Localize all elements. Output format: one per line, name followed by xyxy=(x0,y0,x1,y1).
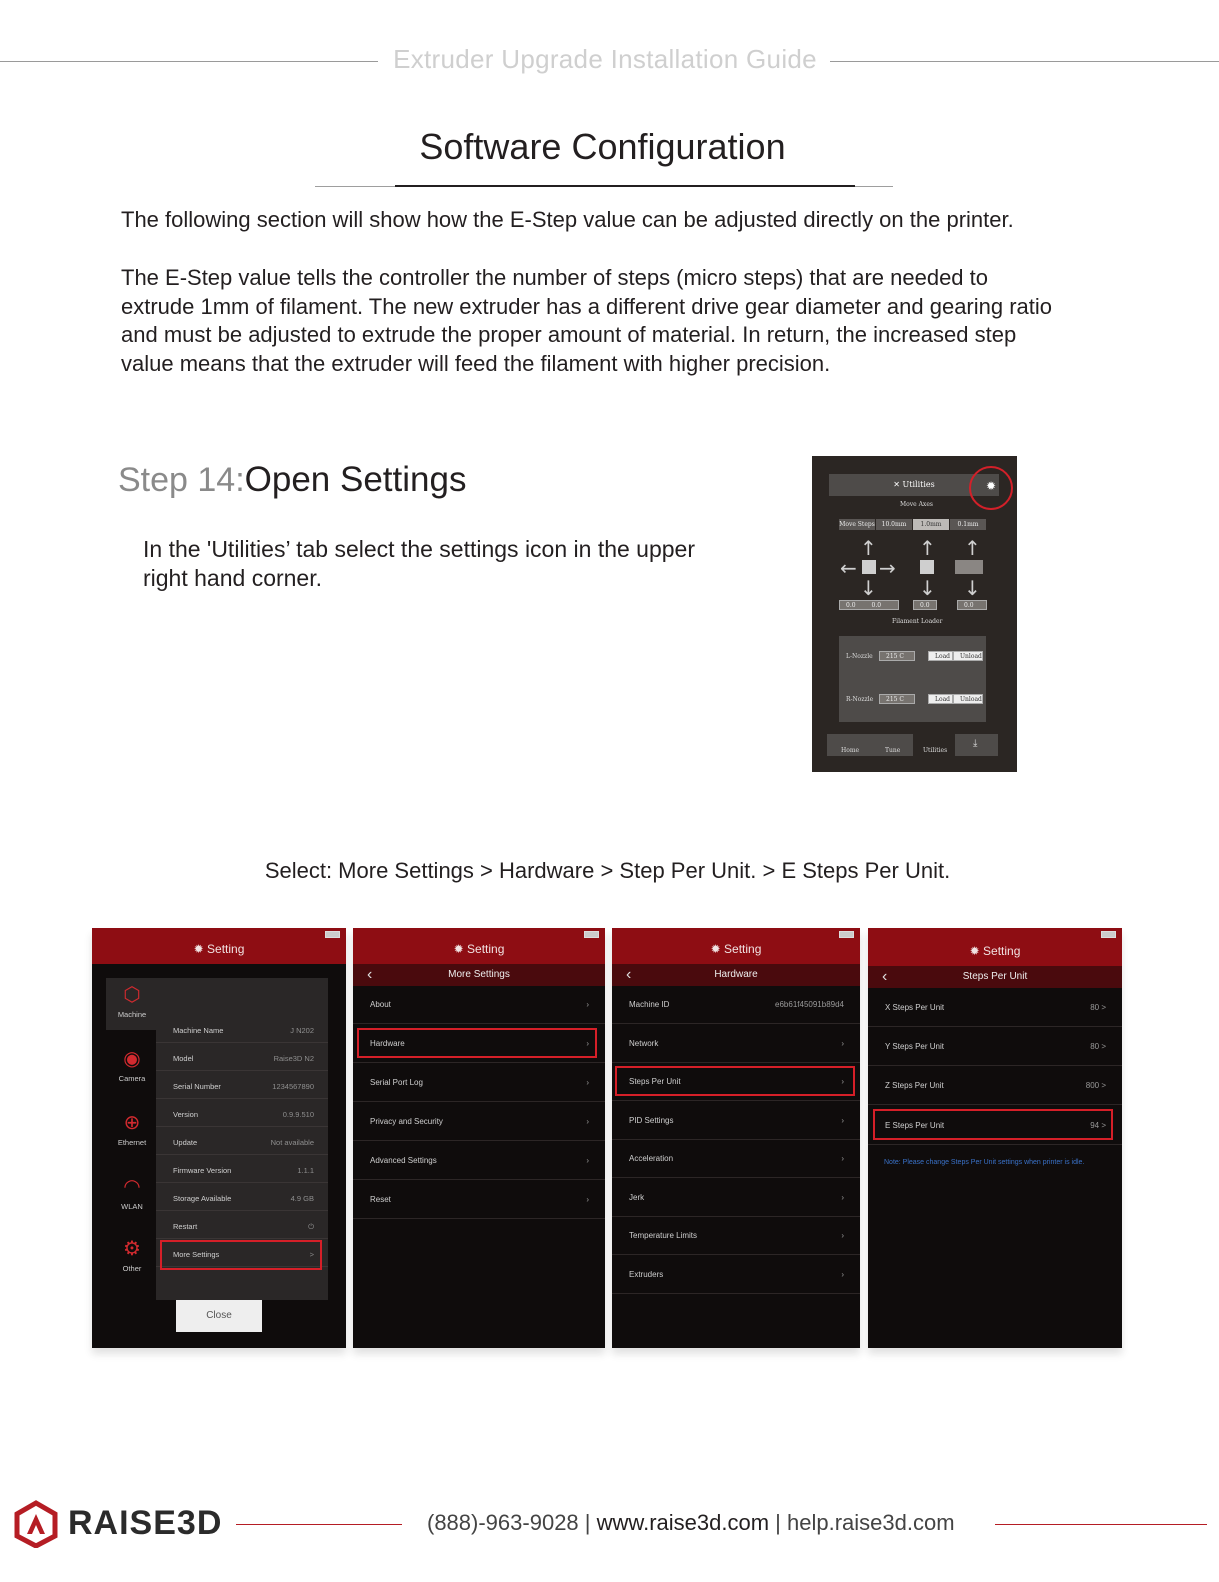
footer-rule-right xyxy=(995,1524,1207,1525)
row-label: Restart xyxy=(173,1222,198,1231)
chevron-right-icon: › xyxy=(841,1116,844,1125)
screen2-header xyxy=(353,928,605,964)
back-icon[interactable]: ‹ xyxy=(882,968,888,985)
globe-icon: ⊕ xyxy=(123,1112,141,1134)
row-label: Model xyxy=(173,1054,194,1063)
footer-separator: | xyxy=(584,1510,591,1535)
row-label: More Settings xyxy=(173,1250,220,1259)
row-label: Update xyxy=(173,1138,198,1147)
row-restart[interactable] xyxy=(156,1210,328,1239)
body-paragraph: The E-Step value tells the controller the number of steps (micro steps) that are needed to extrude 1mm of filament. The new extruder has a different drive gear diameter and gearing ratio and must be adjusted to extrude the proper amount of material. In return, the increased step value means that the extruder will feed the filament with higher precision. xyxy=(121,265,1053,376)
phone-number: (888)-963-9028 xyxy=(427,1510,579,1535)
gear-icon: ✹ xyxy=(453,942,468,956)
back-icon[interactable]: ‹ xyxy=(626,966,632,983)
e-coord: 0.0 xyxy=(957,600,987,610)
row-value: Raise3D N2 xyxy=(273,1054,314,1063)
row-value: 1234567890 xyxy=(272,1082,314,1091)
row-x-steps[interactable] xyxy=(868,988,1122,1027)
chevron-right-icon: › xyxy=(586,1000,589,1009)
hardware-highlight xyxy=(357,1028,597,1058)
z-up-arrow-icon[interactable]: ↑ xyxy=(919,536,936,560)
r-unload-button[interactable]: Unload xyxy=(953,694,983,704)
screen4-subtitle: Steps Per Unit xyxy=(868,966,1122,988)
y-up-arrow-icon[interactable]: ↑ xyxy=(860,536,877,560)
screen4-header xyxy=(868,928,1122,966)
screen2-subtitle: More Settings xyxy=(353,964,605,986)
steps-per-unit-highlight xyxy=(615,1066,855,1096)
sidebar-machine-label: Machine xyxy=(117,1010,147,1019)
wrench-icon: ✕ xyxy=(893,480,900,489)
section-title: Software Configuration xyxy=(419,126,786,167)
row-label: Firmware Version xyxy=(173,1166,232,1175)
row-z-steps[interactable] xyxy=(868,1066,1122,1105)
nav-utilities-active[interactable] xyxy=(913,734,955,756)
row-value: 4.9 GB xyxy=(290,1194,314,1203)
row-value: e6b61f45091b89d4 xyxy=(775,1000,844,1009)
row-privacy-security[interactable] xyxy=(353,1102,605,1141)
chevron-right-icon: › xyxy=(841,1154,844,1163)
gear-icon: ✹ xyxy=(710,942,725,956)
z-down-arrow-icon[interactable]: ↓ xyxy=(919,576,936,600)
row-extruders[interactable] xyxy=(612,1255,860,1294)
row-about[interactable] xyxy=(353,985,605,1024)
row-label: Version xyxy=(173,1110,199,1119)
nav-tune[interactable]: Tune xyxy=(885,747,901,754)
help-link[interactable]: help.raise3d.com xyxy=(787,1510,955,1535)
select-instruction: Select: More Settings > Hardware > Step Per Unit. > E Steps Per Unit. xyxy=(264,858,951,883)
row-reset[interactable] xyxy=(353,1180,605,1219)
y-coord-value: 0.0 xyxy=(871,602,882,609)
chevron-right-icon: › xyxy=(586,1195,589,1204)
r-nozzle-panel xyxy=(839,679,986,722)
row-label: Serial Number xyxy=(173,1082,221,1091)
wifi-icon: ◠ xyxy=(123,1176,141,1198)
xy-home-icon[interactable] xyxy=(862,560,876,574)
row-advanced-settings[interactable] xyxy=(353,1141,605,1180)
l-nozzle-label: L-Nozzle xyxy=(846,653,873,660)
idle-note: Note: Please change Steps Per Unit settings when printer is idle. xyxy=(884,1159,1085,1166)
battery-icon xyxy=(1101,931,1116,938)
row-label: Z Steps Per Unit xyxy=(885,1081,944,1090)
step-name: Open Settings xyxy=(244,460,467,499)
row-label: Serial Port Log xyxy=(370,1078,423,1087)
row-label: Advanced Settings xyxy=(370,1156,437,1165)
row-machine-id xyxy=(612,985,860,1024)
header-rule-right xyxy=(830,61,1219,62)
l-nozzle-temp[interactable]: 215 C xyxy=(879,651,915,661)
chevron-right-icon: › xyxy=(841,1270,844,1279)
row-machine-name xyxy=(156,1014,328,1043)
row-network[interactable] xyxy=(612,1024,860,1063)
sidebar-ethernet-label: Ethernet xyxy=(117,1138,147,1147)
website-link[interactable]: www.raise3d.com xyxy=(596,1510,770,1535)
header-rule-left xyxy=(0,61,378,62)
e-up-arrow-icon[interactable]: ↑ xyxy=(964,536,981,560)
step-number: Step 14: xyxy=(118,461,245,499)
utilities-bottom-nav xyxy=(827,734,998,756)
row-label: Network xyxy=(629,1039,659,1048)
section-title-rule-accent xyxy=(395,185,855,187)
screen-more-settings xyxy=(353,928,605,1348)
step-option-01mm[interactable]: 0.1mm xyxy=(950,519,986,530)
step-description: In the 'Utilities’ tab select the settings icon in the upper right hand corner. xyxy=(143,536,696,591)
nav-utilities-label: Utilities xyxy=(923,747,948,754)
row-value: Not available xyxy=(270,1138,314,1147)
footer-contact xyxy=(427,1510,955,1536)
nav-home[interactable]: Home xyxy=(841,747,860,754)
extruder-select-icon[interactable] xyxy=(955,560,983,574)
row-label: Machine Name xyxy=(173,1026,224,1035)
row-label: Extruders xyxy=(629,1270,664,1279)
y-down-arrow-icon[interactable]: ↓ xyxy=(860,576,877,600)
l-load-button[interactable]: Load xyxy=(928,651,953,661)
z-coord: 0.0 xyxy=(913,600,937,610)
e-steps-highlight xyxy=(873,1109,1113,1140)
chevron-right-icon: › xyxy=(586,1078,589,1087)
screen1-header xyxy=(92,928,346,964)
row-label: Jerk xyxy=(629,1193,645,1202)
row-value: 80 > xyxy=(1090,1042,1106,1051)
screen4-title: Setting xyxy=(983,944,1021,958)
gear-icon: ✹ xyxy=(193,942,208,956)
r-nozzle-label: R-Nozzle xyxy=(846,696,874,703)
filament-loader-label: Filament Loader xyxy=(892,618,943,625)
sidebar-camera-label: Camera xyxy=(118,1074,146,1083)
sidebar-item-machine[interactable] xyxy=(106,984,158,1019)
chevron-right-icon: > xyxy=(309,1250,314,1259)
close-button[interactable]: Close xyxy=(176,1300,262,1332)
sidebar-item-ethernet[interactable] xyxy=(106,1112,158,1147)
screen-hardware xyxy=(612,928,860,1348)
x-coord xyxy=(839,600,899,610)
row-label: Storage Available xyxy=(173,1194,232,1203)
row-label: Reset xyxy=(370,1195,391,1204)
row-value: 80 > xyxy=(1090,1003,1106,1012)
x-right-arrow-icon[interactable]: → xyxy=(879,556,896,580)
screen-steps-per-unit xyxy=(868,928,1122,1348)
l-nozzle-panel xyxy=(839,636,986,679)
row-firmware-version xyxy=(156,1154,328,1183)
document-title: Extruder Upgrade Installation Guide xyxy=(393,44,817,74)
raise3d-logo-icon xyxy=(12,1500,60,1548)
chevron-right-icon: › xyxy=(586,1117,589,1126)
download-icon[interactable]: ⤓ xyxy=(973,738,978,749)
row-model xyxy=(156,1042,328,1071)
row-label: Y Steps Per Unit xyxy=(885,1042,944,1051)
row-version xyxy=(156,1098,328,1127)
row-value: 800 > xyxy=(1085,1081,1106,1090)
sidebar-other-label: Other xyxy=(122,1264,142,1273)
row-label: Temperature Limits xyxy=(629,1231,698,1240)
step-option-1mm[interactable]: 1.0mm xyxy=(913,519,949,530)
more-settings-highlight xyxy=(160,1240,322,1270)
battery-icon xyxy=(839,931,854,938)
screen3-title: Setting xyxy=(724,942,762,956)
sidebar-wlan-label: WLAN xyxy=(121,1202,143,1211)
row-value: 0.9.9.510 xyxy=(282,1110,314,1119)
chevron-right-icon: › xyxy=(586,1039,589,1048)
row-serial-port-log[interactable] xyxy=(353,1063,605,1102)
battery-icon xyxy=(325,931,340,938)
sidebar-item-camera[interactable] xyxy=(106,1048,158,1083)
row-value: 94 > xyxy=(1090,1121,1106,1130)
move-steps-label: Move Steps xyxy=(839,521,875,528)
back-icon[interactable]: ‹ xyxy=(367,966,373,983)
utilities-screenshot xyxy=(812,456,1017,772)
power-icon: ⏻ xyxy=(308,1222,314,1231)
footer-separator: | xyxy=(775,1510,781,1535)
intro-paragraph: The following section will show how the E-Step value can be adjusted directly on the printer. xyxy=(121,207,1014,232)
brand-wordmark: RAISE3D xyxy=(68,1504,223,1542)
machine-icon: ⬡ xyxy=(123,984,141,1006)
screen-setting-machine xyxy=(92,928,346,1348)
chevron-right-icon: › xyxy=(841,1231,844,1240)
x-coord-value: 0.0 xyxy=(846,602,856,609)
chevron-right-icon: › xyxy=(841,1193,844,1202)
utilities-title: Utilities xyxy=(902,480,935,489)
settings-highlight-circle xyxy=(969,466,1013,510)
row-y-steps[interactable] xyxy=(868,1027,1122,1066)
screen1-title: Setting xyxy=(207,942,245,956)
battery-icon xyxy=(584,931,599,938)
camera-icon: ◉ xyxy=(123,1048,141,1070)
row-label: Privacy and Security xyxy=(370,1117,443,1126)
row-label: Steps Per Unit xyxy=(629,1077,681,1086)
row-value: J N202 xyxy=(290,1026,314,1035)
row-label: Acceleration xyxy=(629,1154,674,1163)
e-down-arrow-icon[interactable]: ↓ xyxy=(964,576,981,600)
chevron-right-icon: › xyxy=(586,1156,589,1165)
row-serial-number xyxy=(156,1070,328,1099)
move-axes-label: Move Axes xyxy=(900,501,933,508)
x-left-arrow-icon[interactable]: ← xyxy=(840,556,857,580)
sidebar-item-wlan[interactable] xyxy=(106,1176,158,1211)
row-acceleration[interactable] xyxy=(612,1139,860,1178)
r-load-button[interactable]: Load xyxy=(928,694,953,704)
row-pid-settings[interactable] xyxy=(612,1101,860,1140)
row-label: About xyxy=(370,1000,391,1009)
z-home-icon[interactable] xyxy=(920,560,934,574)
row-temperature-limits[interactable] xyxy=(612,1216,860,1255)
row-update[interactable] xyxy=(156,1126,328,1155)
gear-icon[interactable]: ✹ xyxy=(986,479,997,493)
row-label: X Steps Per Unit xyxy=(885,1003,945,1012)
r-nozzle-temp[interactable]: 215 C xyxy=(879,694,915,704)
row-value: 1.1.1 xyxy=(297,1166,314,1175)
screen2-title: Setting xyxy=(467,942,505,956)
row-label: Machine ID xyxy=(629,1000,670,1009)
chevron-right-icon: › xyxy=(841,1039,844,1048)
other-icon: ⚙ xyxy=(123,1238,141,1260)
l-unload-button[interactable]: Unload xyxy=(953,651,983,661)
chevron-right-icon: › xyxy=(841,1077,844,1086)
gear-icon: ✹ xyxy=(969,944,984,958)
step-option-10mm[interactable]: 10.0mm xyxy=(876,519,912,530)
row-label: PID Settings xyxy=(629,1116,674,1125)
row-label: Hardware xyxy=(370,1039,405,1048)
step-heading xyxy=(118,460,466,500)
footer-rule-left xyxy=(236,1524,402,1525)
row-label: E Steps Per Unit xyxy=(885,1121,945,1130)
row-jerk[interactable] xyxy=(612,1178,860,1217)
sidebar-item-other[interactable] xyxy=(106,1238,158,1273)
row-storage-available xyxy=(156,1182,328,1211)
screen3-subtitle: Hardware xyxy=(612,964,860,986)
screen3-header xyxy=(612,928,860,964)
